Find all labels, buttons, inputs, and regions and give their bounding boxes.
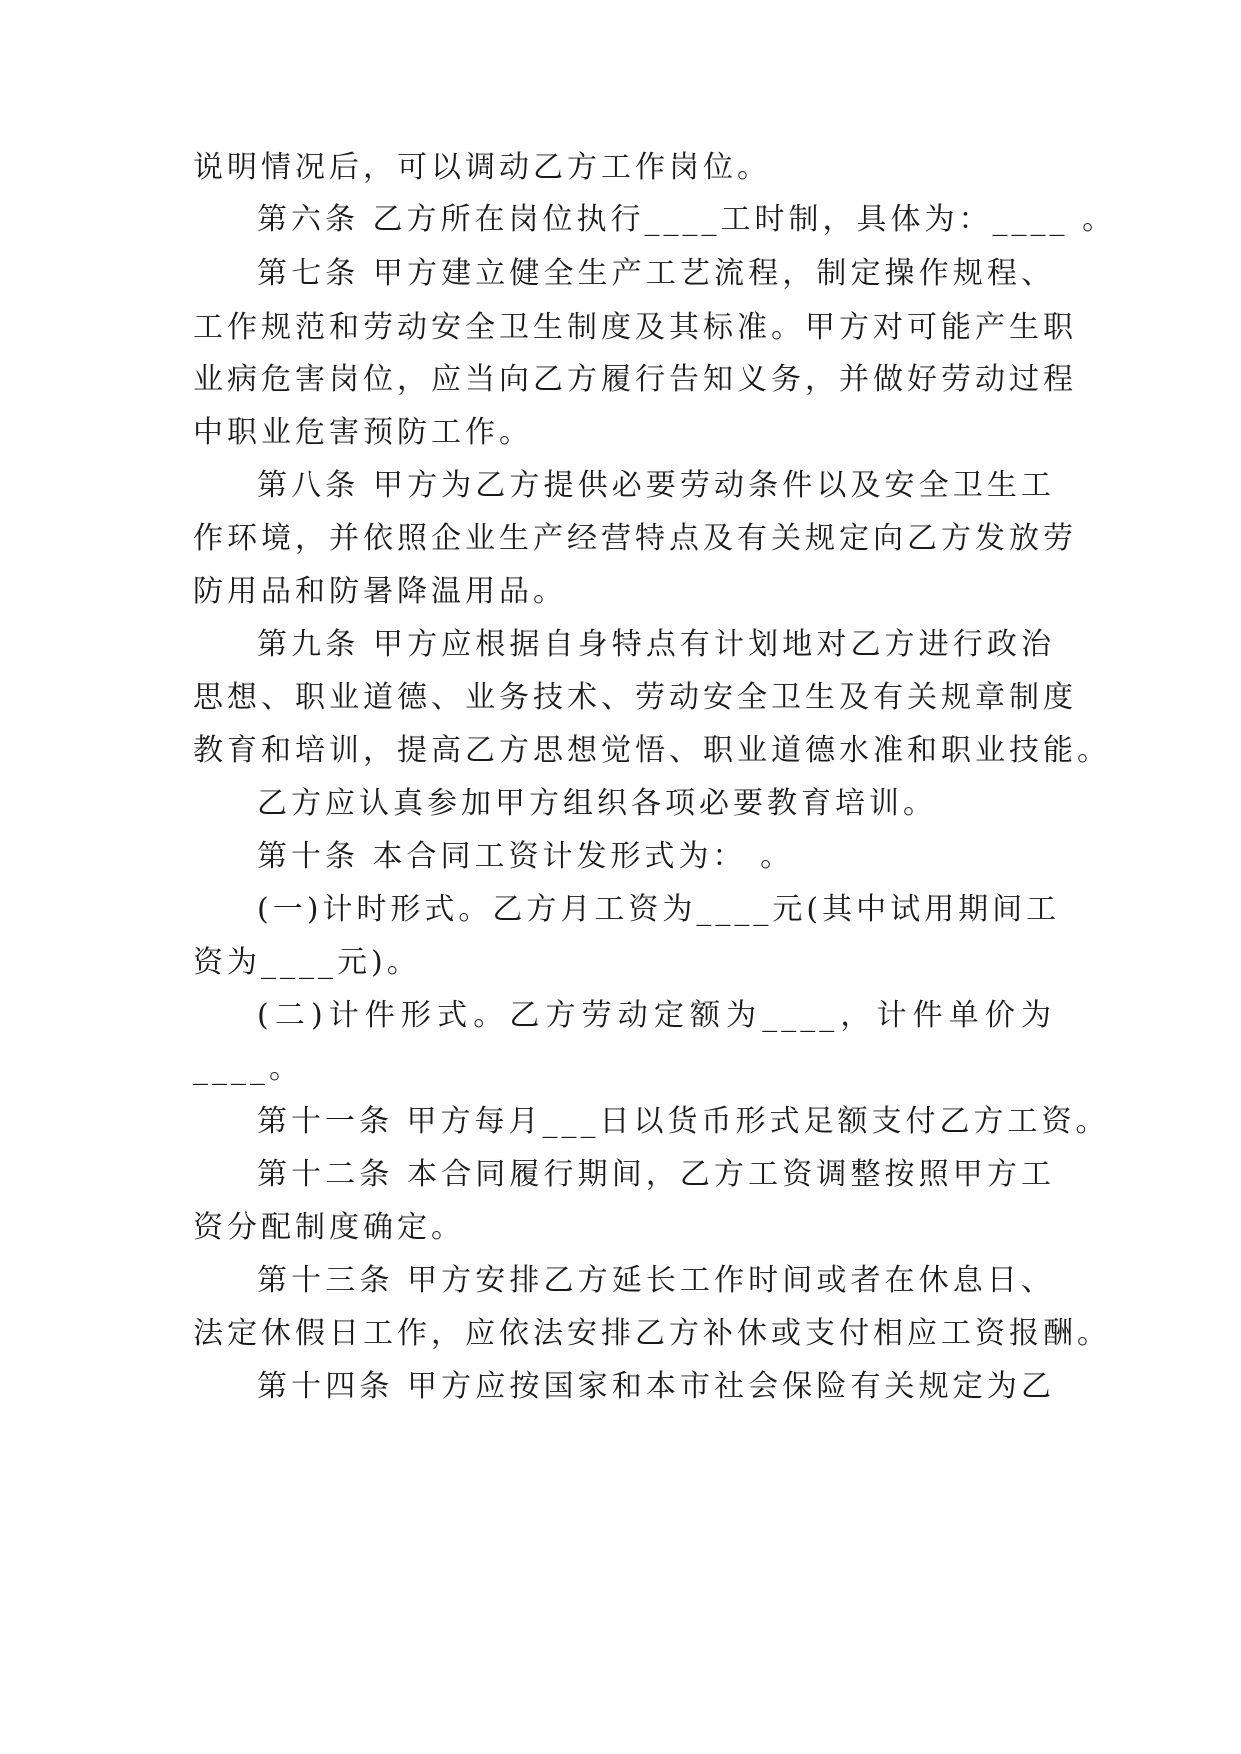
text-line: 业病危害岗位，应当向乙方履行告知义务，并做好劳动过程 <box>193 362 1077 397</box>
text-line: 第十一条 甲方每月___日以货币形式足额支付乙方工资。 <box>257 1104 1110 1139</box>
text-line: 资为____元)。 <box>193 945 421 980</box>
text-line: 说明情况后，可以调动乙方工作岗位。 <box>193 150 771 185</box>
text-line: 资分配制度确定。 <box>193 1210 465 1245</box>
text-line: (一)计时形式。乙方月工资为____元(其中试用期间工 <box>257 892 1061 927</box>
text-line: ____。 <box>193 1051 303 1086</box>
text-line: 第九条 甲方应根据自身特点有计划地对乙方进行政治 <box>257 627 1055 662</box>
text-line: 第七条 甲方建立健全生产工艺流程，制定操作规程、 <box>257 256 1055 291</box>
text-line: 第十三条 甲方安排乙方延长工作时间或者在休息日、 <box>257 1263 1055 1298</box>
text-line: 第十四条 甲方应按国家和本市社会保险有关规定为乙 <box>257 1369 1055 1404</box>
text-line: 法定休假日工作，应依法安排乙方补休或支付相应工资报酬。 <box>193 1316 1111 1351</box>
text-line: 第六条 乙方所在岗位执行____工时制，具体为：____ 。 <box>257 202 1117 237</box>
text-line: 中职业危害预防工作。 <box>193 415 533 450</box>
text-line: 第十条 本合同工资计发形式为： 。 <box>257 839 795 874</box>
text-line: 工作规范和劳动安全卫生制度及其标准。甲方对可能产生职 <box>193 310 1077 345</box>
text-line: 第八条 甲方为乙方提供必要劳动条件以及安全卫生工 <box>257 468 1055 503</box>
text-line: 教育和培训，提高乙方思想觉悟、职业道德水准和职业技能。 <box>193 733 1111 768</box>
text-line: 防用品和防暑降温用品。 <box>193 574 567 609</box>
text-line: 作环境，并依照企业生产经营特点及有关规定向乙方发放劳 <box>193 521 1077 556</box>
text-line: 思想、职业道德、业务技术、劳动安全卫生及有关规章制度 <box>193 680 1077 715</box>
text-line: (二)计件形式。乙方劳动定额为____，计件单价为 <box>257 998 1055 1033</box>
text-line: 第十二条 本合同履行期间，乙方工资调整按照甲方工 <box>257 1157 1055 1192</box>
text-line: 乙方应认真参加甲方组织各项必要教育培训。 <box>257 786 937 821</box>
